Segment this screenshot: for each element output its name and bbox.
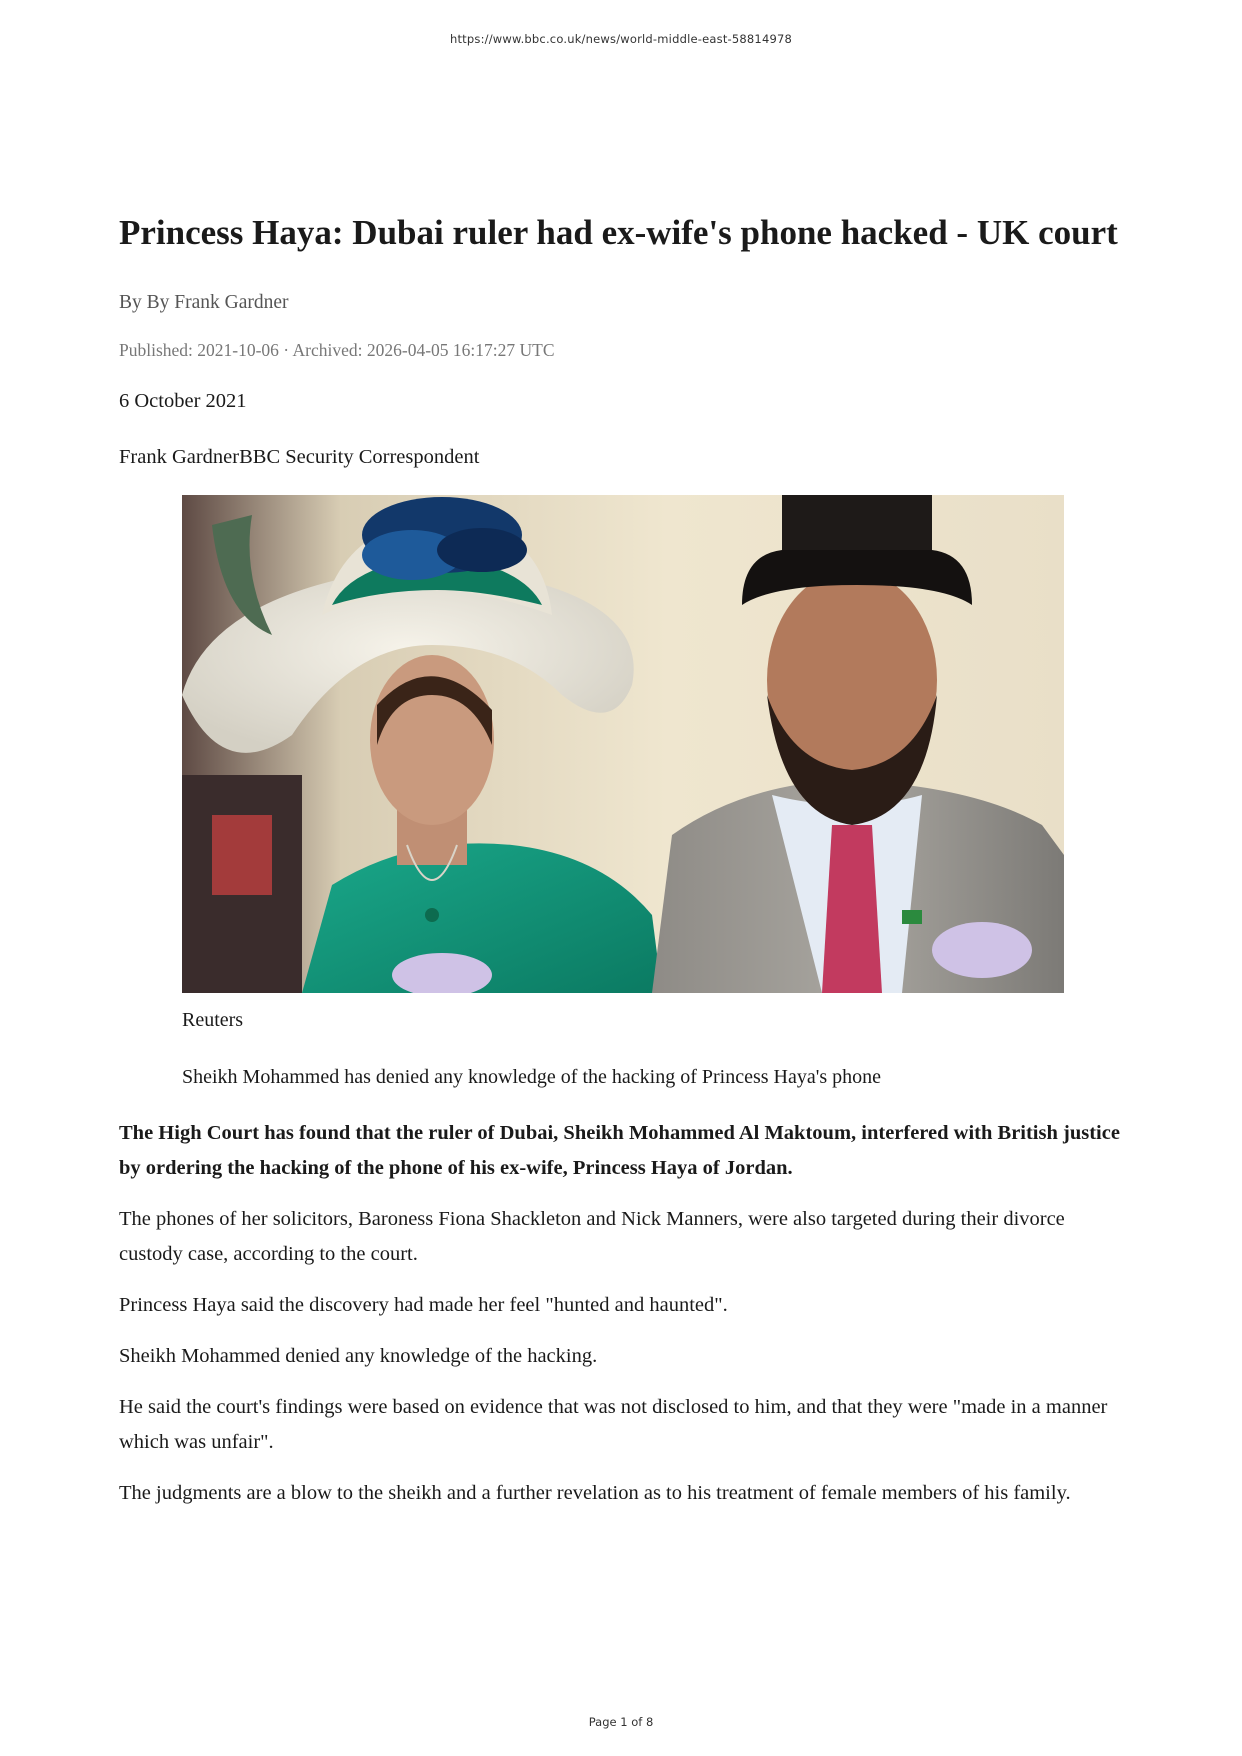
article bbox=[119, 210, 1129, 1511]
image-caption: Sheikh Mohammed has denied any knowledge of the hacking of Princess Haya's phone bbox=[182, 1066, 881, 1088]
body-paragraph: The judgments are a blow to the sheikh and a further revelation as to his treatment of female members of his family. bbox=[119, 1482, 1071, 1504]
article-figure bbox=[182, 495, 1064, 1091]
image-credit: Reuters bbox=[182, 1009, 244, 1031]
article-date: 6 October 2021 bbox=[119, 390, 247, 412]
page-number: Page 1 of 8 bbox=[588, 1715, 654, 1729]
page-url: https://www.bbc.co.uk/news/world-middle-east-58814978 bbox=[449, 32, 793, 46]
byline: By By Frank Gardner bbox=[119, 292, 289, 313]
body-paragraph: Sheikh Mohammed denied any knowledge of the hacking. bbox=[119, 1345, 598, 1367]
body-paragraph: The phones of her solicitors, Baroness Fiona Shackleton and Nick Manners, were also targeted during their divorce custody case, according to the court. bbox=[119, 1208, 1065, 1265]
author-line: Frank GardnerBBC Security Correspondent bbox=[119, 446, 480, 468]
article-photo bbox=[182, 495, 1064, 993]
body-paragraph: Princess Haya said the discovery had made her feel "hunted and haunted". bbox=[119, 1294, 728, 1316]
article-title: Princess Haya: Dubai ruler had ex-wife's phone hacked - UK court bbox=[119, 213, 1118, 252]
publish-meta: Published: 2021-10-06 · Archived: 2026-04-05 16:17:27 UTC bbox=[119, 340, 555, 360]
body-paragraph: He said the court's findings were based on evidence that was not disclosed to him, and that they were "made in a manner which was unfair". bbox=[119, 1396, 1108, 1453]
lead-paragraph: The High Court has found that the ruler of Dubai, Sheikh Mohammed Al Maktoum, interfered with British justice by ordering the hacking of the phone of his ex-wife, Princess Haya of Jordan. bbox=[119, 1122, 1120, 1179]
